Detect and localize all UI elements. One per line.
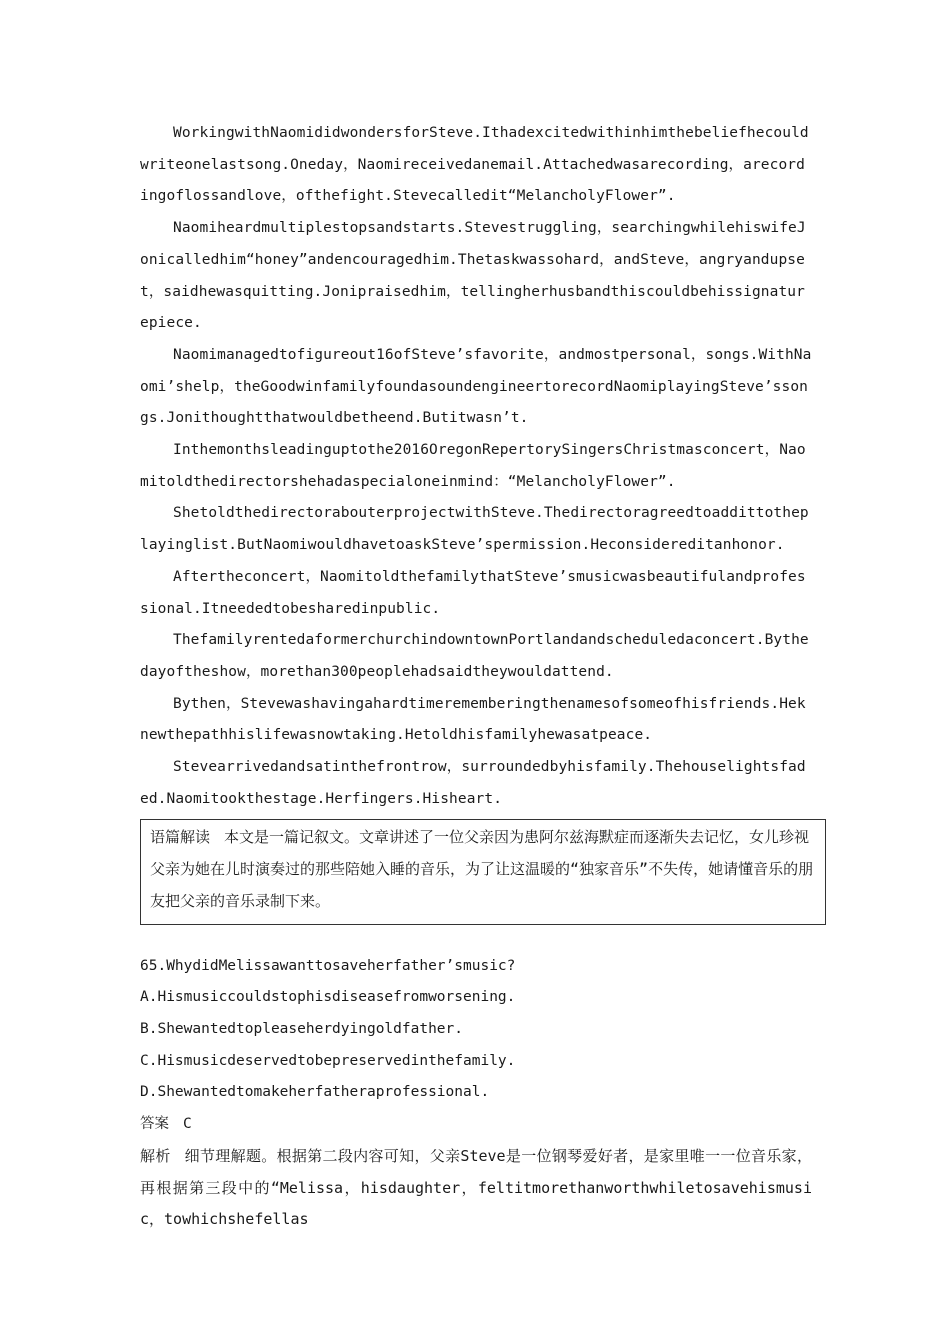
paragraph-6: Aftertheconcert，NaomitoldthefamilythatSteve’smusicwasbeautifulandprofessional.Itneededtobesharedinpublic. <box>140 568 806 617</box>
reading-interpretation-text: 本文是一篇记叙文。文章讲述了一位父亲因为患阿尔兹海默症而逐渐失去记忆，女儿珍视父亲为她在儿时演奏过的那些陪她入睡的音乐，为了让这温暖的“独家音乐”不失传，她请懂音乐的朋友把父亲的音乐录制下来。 <box>150 828 814 910</box>
analysis-text-block <box>140 1141 812 1236</box>
document-content <box>140 118 812 1236</box>
reading-interpretation-box <box>140 819 826 924</box>
analysis-text: 细节理解题。根据第二段内容可知，父亲Steve是一位钢琴爱好者，是家里唯一一位音乐家，再根据第三段中的“Melissa，hisdaughter，feltitmorethanworthwhiletosavehismusic，towhichshefellas <box>140 1146 812 1229</box>
answer-line <box>140 1109 812 1141</box>
answer-label: 答案 <box>140 1116 169 1133</box>
question-block <box>140 951 812 1236</box>
question-stem: 65.WhydidMelissawanttosaveherfather’smusic? <box>140 957 516 974</box>
paragraph-7: ThefamilyrentedaformerchurchindowntownPortlandandscheduledaconcert.Bythedayoftheshow，morethan300peoplehadsaidtheywouldattend. <box>140 632 809 680</box>
paragraph-3: Naomimanagedtofigureout16ofSteve’sfavorite，andmostpersonal，songs.WithNaomi’shelp，theGoodwinfamilyfoundasoundengineertorecordNaomiplayingSteve’ssongs.Jonithoughtthatwouldbetheend.Butitwasn’t. <box>140 346 812 427</box>
analysis-label: 解析 <box>140 1146 171 1165</box>
option-d: D.Shewantedtomakeherfatheraprofessional. <box>140 1084 490 1101</box>
reading-interpretation-label: 语篇解读 <box>150 828 211 847</box>
answer-value: C <box>183 1116 192 1133</box>
paragraph-2: Naomiheardmultiplestopsandstarts.Stevestruggling，searchingwhilehiswifeJonicalledhim“honey”andencouragedhim.Thetaskwassohard，andSteve，angryandupset，saidhewasquitting.Jonipraisedhim，tellingherhusbandthiscouldbehissignaturepiece. <box>140 220 806 332</box>
paragraph-8: Bythen，Stevewashavingahardtimerememberingthenamesofsomeofhisfriends.Heknewthepathhislifewasnowtaking.Hetoldhisfamilyhewasatpeace. <box>140 695 806 744</box>
option-b: B.Shewantedtopleaseherdyingoldfather. <box>140 1020 464 1037</box>
option-a: A.Hismusiccouldstophisdiseasefromworsening. <box>140 989 516 1006</box>
option-c: C.Hismusicdeservedtobepreservedinthefamily. <box>140 1052 516 1069</box>
paragraph-9: Stevearrivedandsatinthefrontrow，surroundedbyhisfamily.Thehouselightsfaded.Naomitookthestage.Herfingers.Hisheart. <box>140 759 806 807</box>
paragraph-4: Inthemonthsleadinguptothe2016OregonRepertorySingersChristmasconcert，Naomitoldthedirectorshehadaspecialoneinmind：“MelancholyFlower”. <box>140 442 806 490</box>
paragraph-1: WorkingwithNaomididwondersforSteve.Ithadexcitedwithinhimthebeliefhecouldwriteonelastsong.Oneday，Naomireceivedanemail.Attachedwasarecording，arecordingoflossandlove，ofthefight.Stevecalledit“MelancholyFlower”. <box>140 125 809 205</box>
paragraph-5: ShetoldthedirectorabouterprojectwithSteve.Thedirectoragreedtoaddittotheplayinglist.ButNaomiwouldhavetoaskSteve’spermission.Heconsidereditanhonor. <box>140 505 809 554</box>
